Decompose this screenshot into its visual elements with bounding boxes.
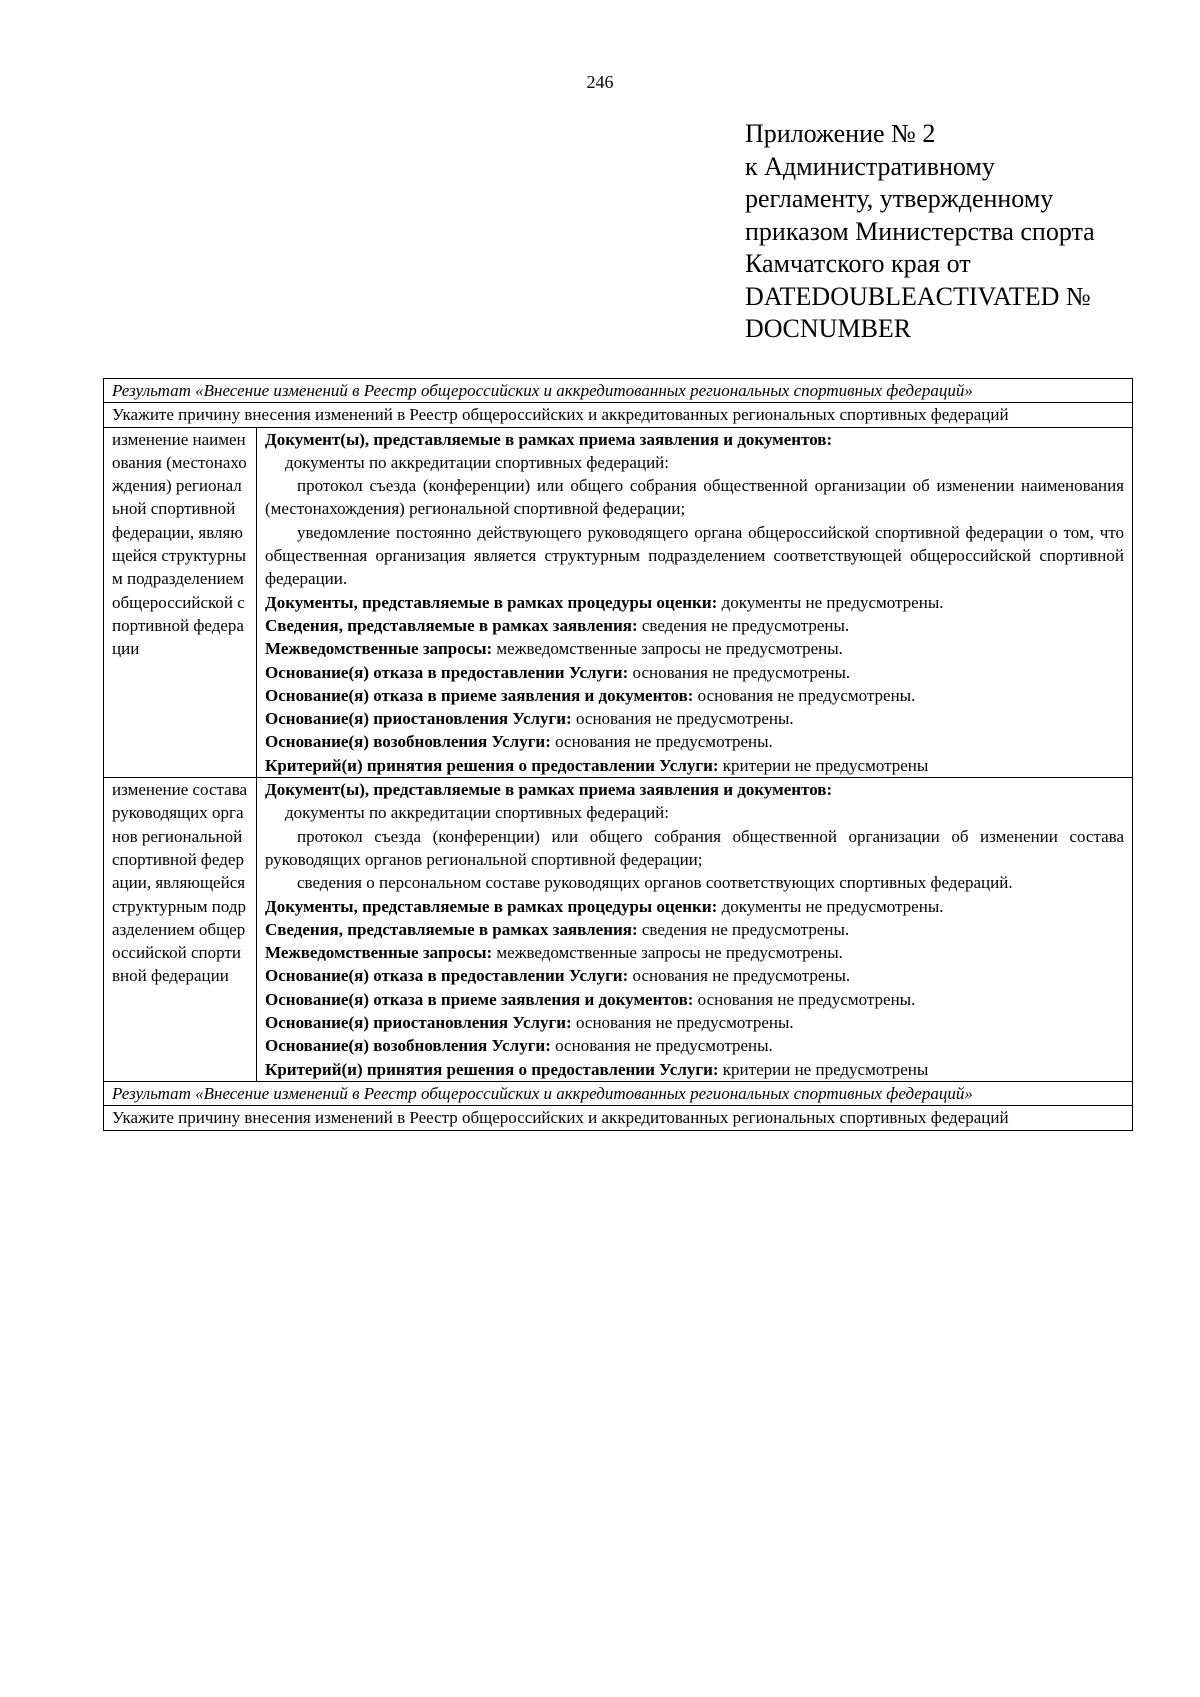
field-label: Сведения, представляемые в рамках заявления: (265, 615, 638, 635)
doc-paragraph: уведомление постоянно действующего руководящего органа общероссийской спортивной федерации о том, что общественная организация является структурным подразделением соответствующей общероссийской спортивной федерации. (265, 522, 1124, 589)
requirements-table (103, 378, 1133, 1131)
field-line (265, 895, 1124, 918)
field-label: Межведомственные запросы: (265, 943, 493, 963)
field-label: Основание(я) возобновления Услуги: (265, 1036, 551, 1056)
docs-heading: Документ(ы), представляемые в рамках приема заявления и документов: (265, 780, 833, 800)
field-line (265, 1058, 1124, 1081)
block-row (104, 778, 1133, 1082)
field-line (265, 1034, 1124, 1057)
appendix-line: DATEDOUBLEACTIVATED № (745, 281, 1091, 311)
doc-paragraph: сведения о персональном составе руководящих органов соответствующих спортивных федераций. (297, 873, 1013, 893)
field-line (265, 988, 1124, 1011)
block-right-cell (257, 778, 1133, 1082)
block-right-cell (257, 427, 1133, 777)
field-line (265, 730, 1124, 753)
result-title: Результат «Внесение изменений в Реестр общероссийских и аккредитованных региональных спортивных федераций» (104, 1081, 1133, 1105)
block-row (104, 427, 1133, 777)
change-type-label: изменение наименования (местонахождения) региональной спортивной федерации, являющейся структурным подразделением общероссийской спортивной федерации (112, 429, 247, 659)
docs-subheading: документы по аккредитации спортивных федераций: (285, 803, 669, 823)
field-label: Основание(я) отказа в приеме заявления и документов: (265, 685, 694, 705)
field-value: основания не предусмотрены. (571, 709, 794, 729)
docs-heading: Документ(ы), представляемые в рамках приема заявления и документов: (265, 429, 833, 449)
field-line (265, 661, 1124, 684)
field-line (265, 964, 1124, 987)
field-value: документы не предусмотрены. (717, 592, 944, 612)
block-left-cell (104, 778, 257, 1082)
field-value: основания не предусмотрены. (628, 966, 851, 986)
field-label: Документы, представляемые в рамках процедуры оценки: (265, 896, 718, 916)
docs-subheading: документы по аккредитации спортивных федераций: (285, 452, 669, 472)
field-value: сведения не предусмотрены. (637, 615, 850, 635)
appendix-line: приказом Министерства спорта (745, 216, 1095, 246)
field-value: основания не предусмотрены. (550, 732, 773, 752)
field-label: Основание(я) отказа в предоставлении Услуги: (265, 966, 629, 986)
field-value: основания не предусмотрены. (628, 662, 851, 682)
field-label: Основание(я) отказа в приеме заявления и документов: (265, 989, 694, 1009)
field-line (265, 1011, 1124, 1034)
field-line (265, 941, 1124, 964)
field-label: Критерий(и) принятия решения о предоставлении Услуги: (265, 1059, 719, 1079)
field-value: сведения не предусмотрены. (637, 919, 850, 939)
field-value: критерии не предусмотрены (718, 1059, 929, 1079)
appendix-header (745, 118, 1145, 346)
field-line (265, 614, 1124, 637)
appendix-line: регламенту, утвержденному (745, 184, 1054, 213)
doc-paragraph: протокол съезда (конференции) или общего собрания общественной организации об изменении наименования (местонахождения) региональной спортивной федерации; (265, 476, 1124, 519)
field-label: Документы, представляемые в рамках процедуры оценки: (265, 592, 718, 612)
field-label: Основание(я) отказа в предоставлении Услуги: (265, 662, 629, 682)
reason-title: Укажите причину внесения изменений в Реестр общероссийских и аккредитованных региональных спортивных федераций (104, 1106, 1133, 1130)
field-value: основания не предусмотрены. (693, 685, 916, 705)
field-label: Критерий(и) принятия решения о предоставлении Услуги: (265, 755, 719, 775)
result-title: Результат «Внесение изменений в Реестр общероссийских и аккредитованных региональных спортивных федераций» (104, 379, 1133, 403)
field-value: документы не предусмотрены. (717, 896, 944, 916)
field-value: критерии не предусмотрены (718, 755, 929, 775)
field-value: межведомственные запросы не предусмотрены. (492, 639, 843, 659)
field-line (265, 684, 1124, 707)
field-value: основания не предусмотрены. (571, 1013, 794, 1033)
appendix-line: к Административному (745, 151, 995, 181)
reason-row (104, 403, 1133, 427)
page-number: 246 (586, 72, 614, 92)
block-left-cell (104, 427, 257, 777)
field-line (265, 637, 1124, 660)
field-label: Основание(я) приостановления Услуги: (265, 1013, 572, 1033)
reason-title: Укажите причину внесения изменений в Реестр общероссийских и аккредитованных региональных спортивных федераций (104, 403, 1133, 427)
field-line (265, 591, 1124, 614)
field-label: Основание(я) приостановления Услуги: (265, 709, 572, 729)
field-label: Сведения, представляемые в рамках заявления: (265, 919, 638, 939)
field-line (265, 707, 1124, 730)
result-row (104, 1081, 1133, 1105)
field-line (265, 918, 1124, 941)
field-label: Основание(я) возобновления Услуги: (265, 732, 551, 752)
field-value: основания не предусмотрены. (550, 1036, 773, 1056)
reason-row (104, 1106, 1133, 1130)
appendix-line: Камчатского края от (745, 249, 971, 278)
field-line (265, 754, 1124, 777)
change-type-label: изменение состава руководящих органов региональной спортивной федерации, являющейся структурным подразделением общероссийской спортивной федерации (112, 780, 248, 986)
doc-paragraph: протокол съезда (конференции) или общего собрания общественной организации об изменении состава руководящих органов региональной спортивной федерации; (265, 826, 1124, 869)
field-value: основания не предусмотрены. (693, 989, 916, 1009)
field-value: межведомственные запросы не предусмотрены. (492, 943, 843, 963)
field-label: Межведомственные запросы: (265, 639, 493, 659)
result-row (104, 379, 1133, 403)
appendix-line: DOCNUMBER (745, 314, 912, 343)
appendix-line: Приложение № 2 (745, 119, 936, 148)
